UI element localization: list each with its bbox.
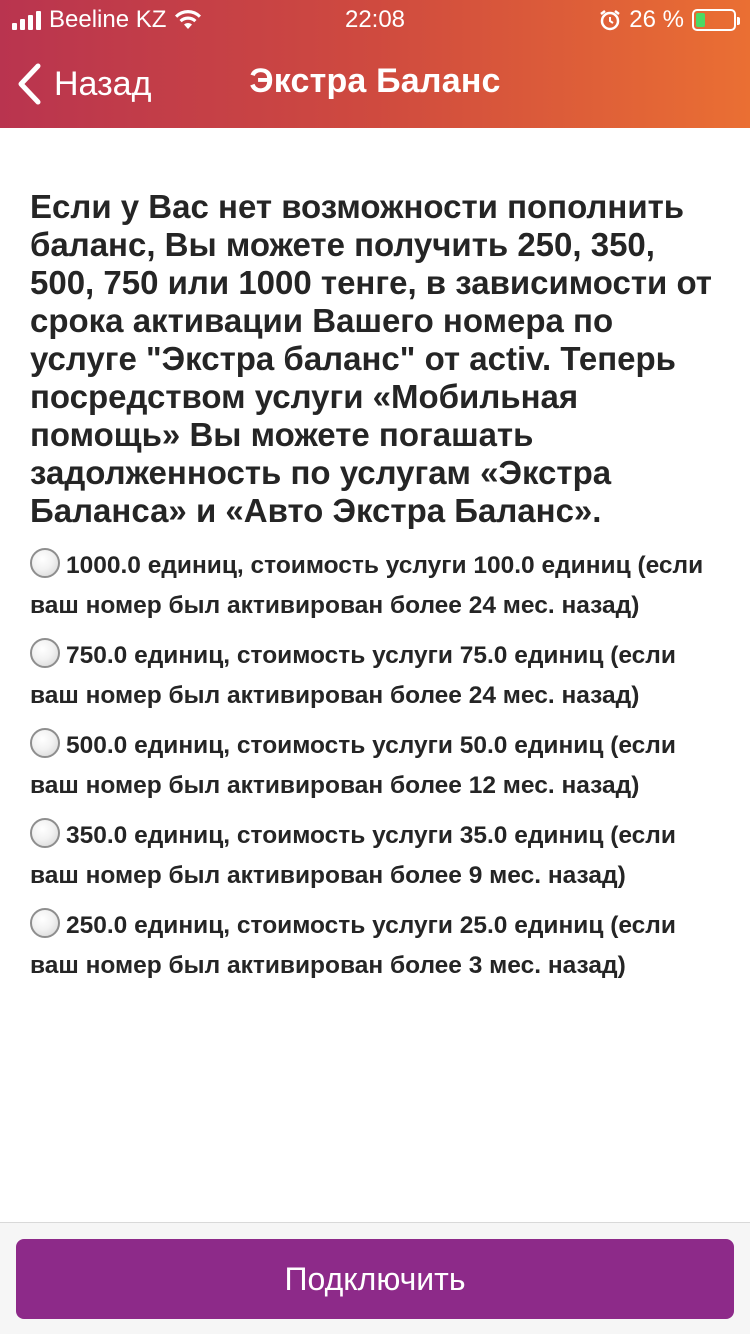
status-time: 22:08 <box>344 6 406 33</box>
option-label: 1000.0 единиц, стоимость услуги 100.0 единиц (если ваш номер был активирован более 24 мес. назад) <box>30 552 704 619</box>
page-title: Экстра Баланс <box>249 62 501 100</box>
connect-button[interactable]: Подключить <box>16 1239 734 1319</box>
radio-button[interactable] <box>30 728 60 758</box>
radio-button[interactable] <box>30 908 60 938</box>
radio-option[interactable] <box>30 726 720 806</box>
alarm-icon <box>599 9 621 31</box>
footer <box>0 1222 750 1334</box>
option-label: 350.0 единиц, стоимость услуги 35.0 единиц (если ваш номер был активирован более 9 мес. назад) <box>30 822 676 889</box>
status-bar <box>0 0 750 40</box>
content <box>30 188 720 996</box>
radio-option[interactable] <box>30 906 720 986</box>
radio-button[interactable] <box>30 818 60 848</box>
battery-fill <box>696 13 705 27</box>
radio-option[interactable] <box>30 636 720 716</box>
radio-button[interactable] <box>30 638 60 668</box>
option-label: 750.0 единиц, стоимость услуги 75.0 единиц (если ваш номер был активирован более 24 мес. назад) <box>30 642 676 709</box>
back-label: Назад <box>54 64 152 103</box>
option-label: 500.0 единиц, стоимость услуги 50.0 единиц (если ваш номер был активирован более 12 мес. назад) <box>30 732 676 799</box>
radio-option[interactable] <box>30 546 720 626</box>
intro-text: Если у Вас нет возможности пополнить баланс, Вы можете получить 250, 350, 500, 750 или 1000 тенге, в зависимости от срока активации Вашего номера по услуге "Экстра баланс" от activ. Теперь посредством услуги «Мобильная помощь» Вы можете погашать задолженность по услугам «Экстра Баланса» и «Авто Экстра Баланс». <box>30 188 712 529</box>
radio-option[interactable] <box>30 816 720 896</box>
header <box>0 0 750 128</box>
battery-percent: 26 % <box>629 6 684 33</box>
option-label: 250.0 единиц, стоимость услуги 25.0 единиц (если ваш номер был активирован более 3 мес. назад) <box>30 912 676 979</box>
nav-bar <box>0 40 750 128</box>
battery-icon <box>692 9 736 31</box>
options-list <box>30 546 720 986</box>
radio-button[interactable] <box>30 548 60 578</box>
status-right <box>599 6 736 34</box>
carrier-name: Beeline KZ <box>49 6 167 33</box>
